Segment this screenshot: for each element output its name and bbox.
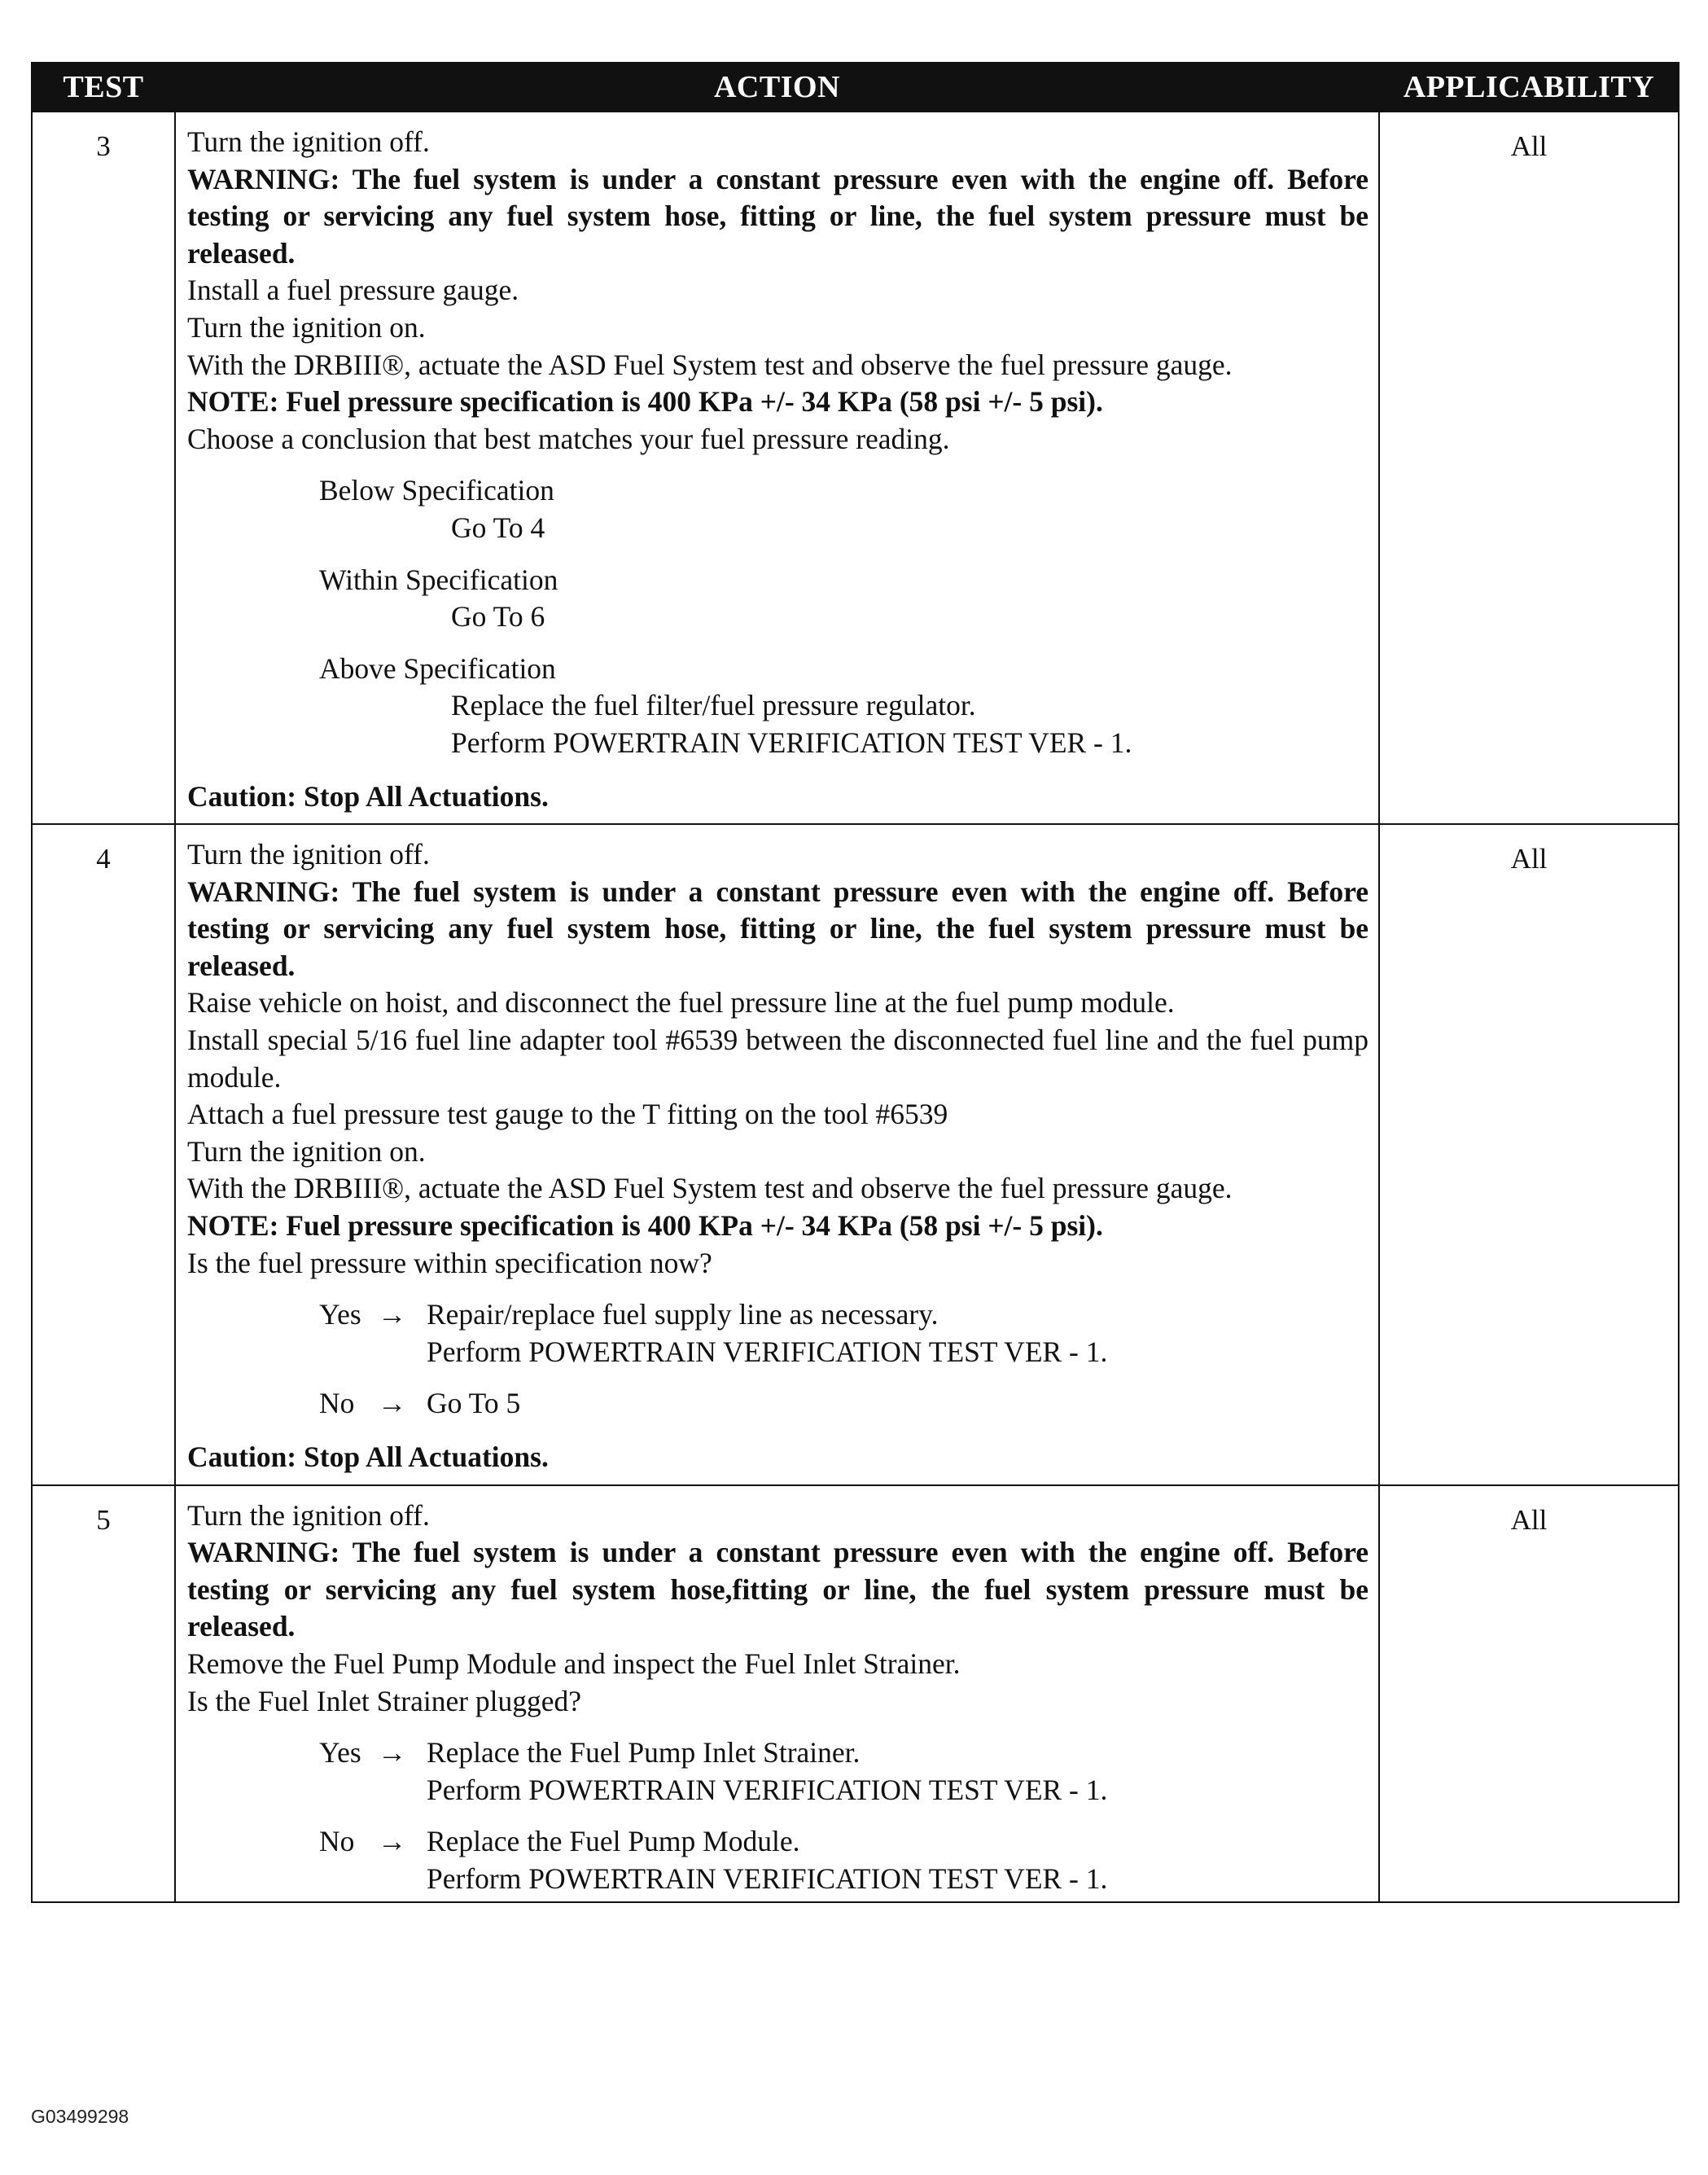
header-test: TEST: [32, 63, 175, 112]
action-line: Is the fuel pressure within specification now?: [187, 1246, 712, 1279]
action-line: Turn the ignition on.: [187, 310, 426, 344]
arrow-right-icon: →: [378, 1825, 407, 1858]
option: [187, 472, 1369, 546]
diagnostic-page: [31, 62, 1680, 1903]
answer-label: Yes: [319, 1298, 361, 1331]
applicability-value: All: [1379, 1485, 1679, 1902]
action-cell: [175, 824, 1379, 1485]
note-text: NOTE: Fuel pressure specification is 400 KPa +/- 34 KPa (58 psi +/- 5 psi).: [187, 385, 1103, 419]
test-number: 5: [32, 1485, 175, 1902]
answer-result: Perform POWERTRAIN VERIFICATION TEST VER - 1.: [427, 1773, 1108, 1806]
caution-text: Caution: Stop All Actuations.: [187, 779, 549, 813]
action-line: Turn the ignition on.: [187, 1134, 426, 1168]
answer-result: Perform POWERTRAIN VERIFICATION TEST VER - 1.: [427, 1861, 1108, 1895]
answer-options: [187, 1734, 1369, 1897]
action-line: Install special 5/16 fuel line adapter tool #6539 between the disconnected fuel line and the fuel pump module.: [187, 1024, 1369, 1094]
answer-result: Perform POWERTRAIN VERIFICATION TEST VER - 1.: [427, 1335, 1108, 1368]
option-result: Go To 6: [451, 600, 545, 634]
option: [187, 651, 1369, 762]
header-action: ACTION: [175, 63, 1379, 112]
applicability-value: All: [1379, 112, 1679, 824]
option-result: Replace the fuel filter/fuel pressure regulator.: [451, 689, 976, 722]
warning-text: WARNING: The fuel system is under a constant pressure even with the engine off. Before testing or servicing any fuel system hose, fitting or line, the fuel system pressure must be released.: [187, 875, 1369, 982]
option: [187, 562, 1369, 636]
action-cell: [175, 112, 1379, 824]
action-line: Attach a fuel pressure test gauge to the T fitting on the tool #6539: [187, 1098, 948, 1131]
arrow-right-icon: →: [378, 1387, 407, 1420]
answer-result: Replace the Fuel Pump Inlet Strainer.: [427, 1736, 861, 1769]
action-line: Is the Fuel Inlet Strainer plugged?: [187, 1684, 582, 1717]
answer-options: [187, 1296, 1369, 1423]
answer-result: Go To 5: [427, 1387, 521, 1420]
test-number: 3: [32, 112, 175, 824]
option-label: Above Specification: [319, 651, 556, 685]
action-line: Turn the ignition off.: [187, 125, 430, 158]
action-line: Turn the ignition off.: [187, 838, 430, 871]
applicability-value: All: [1379, 824, 1679, 1485]
arrow-right-icon: →: [378, 1298, 407, 1331]
option-result: Go To 4: [451, 511, 545, 544]
table-header-row: [32, 63, 1679, 112]
action-line: Choose a conclusion that best matches your fuel pressure reading.: [187, 422, 950, 455]
action-line: Remove the Fuel Pump Module and inspect the Fuel Inlet Strainer.: [187, 1647, 961, 1680]
header-applicability: APPLICABILITY: [1379, 63, 1679, 112]
option-label: Below Specification: [319, 474, 554, 507]
caution-text: Caution: Stop All Actuations.: [187, 1440, 549, 1473]
answer-yes: [187, 1296, 1369, 1370]
warning-text: WARNING: The fuel system is under a constant pressure even with the engine off. Before testing or servicing any fuel system hose,fitting or line, the fuel system pressure must be released.: [187, 1536, 1369, 1643]
option-result: Perform POWERTRAIN VERIFICATION TEST VER - 1.: [451, 726, 1132, 759]
test-number: 4: [32, 824, 175, 1485]
table-row: [32, 112, 1679, 824]
answer-label: Yes: [319, 1736, 361, 1769]
answer-no: [187, 1385, 1369, 1423]
action-line: With the DRBIII®, actuate the ASD Fuel System test and observe the fuel pressure gauge.: [187, 1172, 1233, 1205]
option-label: Within Specification: [319, 563, 558, 596]
answer-result: Repair/replace fuel supply line as necessary.: [427, 1298, 939, 1331]
answer-yes: [187, 1734, 1369, 1809]
note-text: NOTE: Fuel pressure specification is 400 KPa +/- 34 KPa (58 psi +/- 5 psi).: [187, 1209, 1103, 1243]
diagnostic-table: [31, 62, 1680, 1903]
action-line: Install a fuel pressure gauge.: [187, 274, 519, 307]
arrow-right-icon: →: [378, 1736, 407, 1769]
answer-no: [187, 1823, 1369, 1897]
conclusion-options: [187, 472, 1369, 761]
table-row: [32, 824, 1679, 1485]
table-row: [32, 1485, 1679, 1902]
warning-text: WARNING: The fuel system is under a constant pressure even with the engine off. Before testing or servicing any fuel system hose, fitting or line, the fuel system pressure must be released.: [187, 162, 1369, 270]
answer-label: No: [319, 1387, 355, 1420]
action-cell: [175, 1485, 1379, 1902]
action-line: Turn the ignition off.: [187, 1498, 430, 1532]
action-line: With the DRBIII®, actuate the ASD Fuel System test and observe the fuel pressure gauge.: [187, 348, 1233, 381]
answer-label: No: [319, 1825, 355, 1858]
answer-result: Replace the Fuel Pump Module.: [427, 1825, 800, 1858]
figure-id: G03499298: [31, 2106, 129, 2127]
action-line: Raise vehicle on hoist, and disconnect the fuel pressure line at the fuel pump module.: [187, 986, 1175, 1020]
